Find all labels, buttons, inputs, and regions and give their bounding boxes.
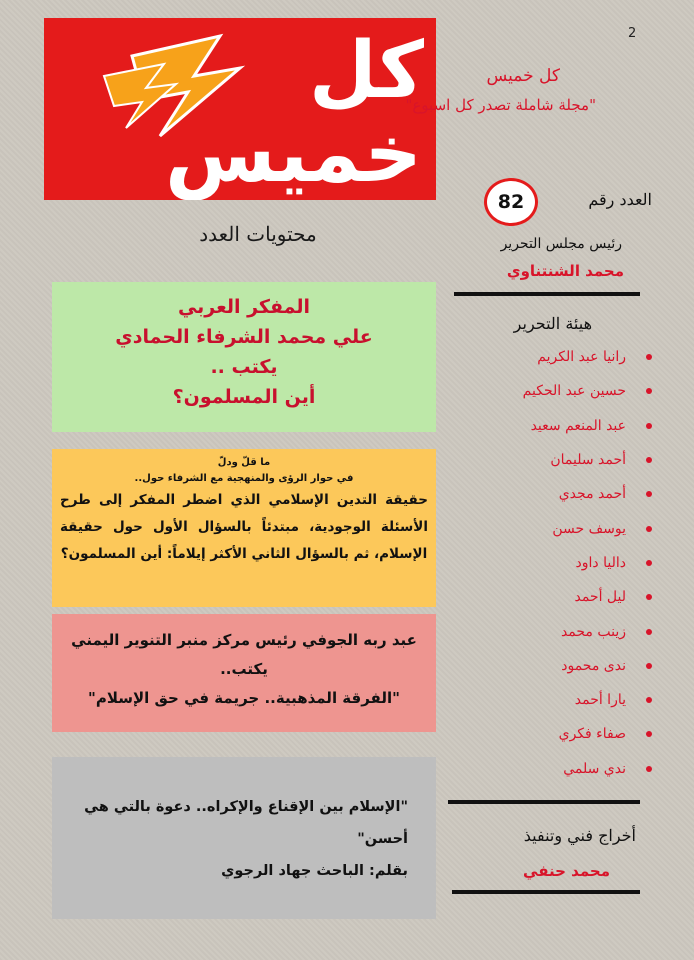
editor-name: أحمد مجدي: [558, 486, 626, 503]
bullet-icon: [646, 491, 652, 497]
article-box-2: [52, 449, 436, 607]
article1-line1: المفكر العربي: [177, 296, 311, 318]
list-item: [462, 546, 652, 580]
article-box-1: [52, 282, 436, 432]
list-item: [462, 477, 652, 511]
article3-line1: عبد ربه الجوفي رئيس مركز منبر التنوير اليمني: [71, 631, 417, 649]
list-item: [462, 374, 652, 408]
list-item: [462, 580, 652, 614]
article1-line4: أين المسلمون؟: [172, 386, 316, 408]
bullet-icon: [646, 388, 652, 394]
list-item: [462, 683, 652, 717]
list-item: [462, 717, 652, 751]
editorial-board-list: [462, 340, 652, 786]
issue-label: العدد رقم: [588, 190, 652, 209]
editor-name: ندي سلمي: [563, 760, 626, 777]
production-name: محمد حنفي: [523, 862, 610, 880]
editor-name: زينب محمد: [560, 623, 626, 640]
bullet-icon: [646, 594, 652, 600]
article2-line2: في حوار الرؤى والمنهجية مع الشرفاء حول..: [134, 473, 354, 484]
magazine-tagline: "مجلة شاملة تصدر كل اسبوع": [405, 96, 596, 114]
bullet-icon: [646, 560, 652, 566]
bullet-icon: [646, 354, 652, 360]
article3-line3: "الفرقة المذهبية.. جريمة في حق الإسلام": [88, 689, 400, 707]
list-item: [462, 614, 652, 648]
article1-line2: علي محمد الشرفاء الحمادي: [115, 326, 373, 348]
logo-text-bottom: خميس: [164, 107, 422, 200]
editor-name: أحمد سليمان: [550, 452, 626, 469]
bullet-icon: [646, 766, 652, 772]
page-number: 2: [628, 26, 637, 41]
article2-line1: ما قلّ ودلّ: [217, 457, 271, 468]
board-chair-title: رئيس مجلس التحرير: [500, 236, 622, 252]
bullet-icon: [646, 629, 652, 635]
bullet-icon: [646, 423, 652, 429]
bullet-icon: [646, 731, 652, 737]
issue-number-badge: 82: [484, 178, 538, 226]
article-box-4: [52, 757, 436, 919]
editor-name: رانيا عبد الكريم: [537, 349, 626, 366]
editor-name: عبد المنعم سعيد: [530, 417, 626, 434]
editor-name: يارا أحمد: [574, 692, 626, 709]
article4-line2: أحسن": [357, 831, 408, 847]
article3-line2: يكتب..: [220, 660, 268, 678]
list-item: [462, 443, 652, 477]
contents-title: محتويات العدد: [199, 222, 317, 246]
editor-name: حسين عبد الحكيم: [522, 383, 626, 400]
list-item: [462, 752, 652, 786]
bullet-icon: [646, 526, 652, 532]
bullet-icon: [646, 697, 652, 703]
article2-body: حقيقة التدين الإسلامي الذي اضطر المفكر إلى طرح الأسئلة الوجودية، مبتدئاً بالسؤال الأول حول حقيقة الإسلام، ثم بالسؤال الثاني الأكثر إيلاماً: أين المسلمون؟: [60, 492, 428, 562]
list-item: [462, 340, 652, 374]
list-item: [462, 649, 652, 683]
divider: [448, 800, 640, 804]
magazine-name: كل خميس: [486, 66, 560, 86]
divider: [452, 890, 640, 894]
list-item: [462, 409, 652, 443]
editor-name: يوسف حسن: [552, 520, 626, 537]
logo-text-top: كل: [309, 26, 424, 116]
divider: [454, 292, 640, 296]
article-box-3: [52, 614, 436, 732]
article4-line1: "الإسلام بين الإقناع والإكراه.. دعوة بالتي هي: [84, 799, 408, 815]
editor-name: داليا داود: [575, 554, 626, 571]
editor-name: ليل أحمد: [574, 589, 626, 606]
editor-name: صفاء فكري: [558, 726, 626, 743]
list-item: [462, 511, 652, 545]
bullet-icon: [646, 663, 652, 669]
board-chair-name: محمد الشنتناوي: [506, 262, 624, 280]
editorial-board-title: هيئة التحرير: [513, 314, 592, 333]
production-title: أخراج فني وتنفيذ: [523, 826, 636, 845]
bullet-icon: [646, 457, 652, 463]
article4-line3: بقلم: الباحث جهاد الرجوي: [221, 863, 408, 879]
editor-name: ندى محمود: [561, 657, 626, 674]
article1-line3: يكتب ..: [210, 356, 278, 378]
